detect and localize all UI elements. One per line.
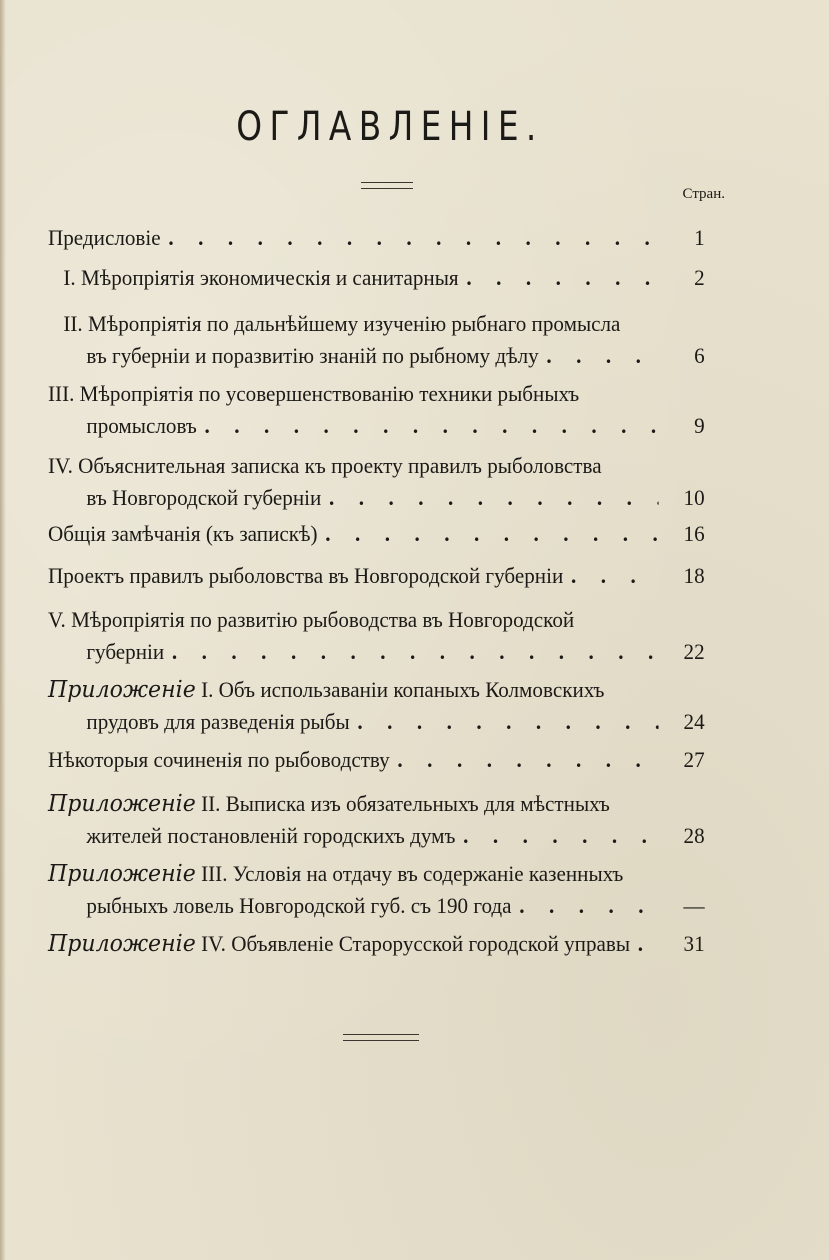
appendix-label: Приложеніе xyxy=(48,791,196,817)
title-rule xyxy=(361,182,413,189)
toc-entry-text-cont: рыбныхъ ловель Новгородской губ. съ 190 года xyxy=(86,893,512,918)
page-title: ОГЛАВЛЕНІЕ. xyxy=(236,104,544,150)
dot-leader xyxy=(638,928,659,960)
toc-entry-text: II. Мѣропріятія по дальнѣйшему изученію рыбнаго промысла xyxy=(63,311,621,336)
toc-page-number: 31 xyxy=(683,931,705,956)
toc-page-number: 28 xyxy=(683,823,705,848)
toc-entry-section-1[interactable] xyxy=(48,262,705,294)
toc-entry-section-4[interactable] xyxy=(48,450,705,514)
dot-leader xyxy=(571,560,659,592)
toc-page-number: 16 xyxy=(683,521,705,546)
toc-page-number: 1 xyxy=(694,225,705,250)
closing-rule xyxy=(343,1034,419,1041)
dot-leader xyxy=(357,706,658,738)
toc-entry-general-remarks[interactable] xyxy=(48,518,705,550)
appendix-label: Приложеніе xyxy=(48,677,196,703)
toc-entry-text: Общія замѣчанія (къ запискѣ) xyxy=(48,521,318,546)
dot-leader xyxy=(466,262,658,294)
page-column-header: Стран. xyxy=(682,186,725,202)
toc-entry-appendix-4[interactable] xyxy=(48,928,705,960)
toc-entry-text-cont: губерніи xyxy=(86,639,165,664)
toc-entry-text-cont: въ губерніи и поразвитію знаній по рыбному дѣлу xyxy=(86,343,539,368)
toc-page-number: — xyxy=(683,893,705,918)
toc-entry-text: IV. Объявленіе Старорусской городской управы xyxy=(195,931,631,956)
dot-leader xyxy=(463,820,658,852)
toc-entry-appendix-2[interactable] xyxy=(48,788,705,852)
dot-leader xyxy=(519,890,658,922)
dot-leader xyxy=(329,482,659,514)
toc-entry-text: III. Условія на отдачу въ содержаніе казенныхъ xyxy=(195,861,624,886)
toc-page-number: 6 xyxy=(694,343,705,368)
toc-entry-text: Нѣкоторыя сочиненія по рыбоводству xyxy=(48,747,390,772)
toc-page-number: 22 xyxy=(683,639,705,664)
page-edge-shadow xyxy=(0,0,6,1260)
toc-entry-text: IV. Объяснительная записка къ проекту правилъ рыболовства xyxy=(48,453,602,478)
toc-entry-text: I. Мѣропріятія экономическія и санитарныя xyxy=(63,265,459,290)
toc-entry-draft-rules[interactable] xyxy=(48,560,705,592)
dot-leader xyxy=(325,518,658,550)
toc-entry-text-cont: въ Новгородской губерніи xyxy=(86,485,322,510)
toc-entry-text: Предисловіе xyxy=(48,225,161,250)
toc-page-number: 27 xyxy=(683,747,705,772)
toc-entry-appendix-3[interactable] xyxy=(48,858,705,922)
toc-page-number: 10 xyxy=(683,485,705,510)
toc-page-number: 9 xyxy=(694,413,705,438)
toc-page-number: 24 xyxy=(683,709,705,734)
toc-entry-text: I. Объ использаваніи копаныхъ Колмовскихъ xyxy=(195,677,605,702)
toc-entry-text-cont: прудовъ для разведенія рыбы xyxy=(86,709,350,734)
toc-entry-text-cont: промысловъ xyxy=(86,413,197,438)
dot-leader xyxy=(546,340,658,372)
dot-leader xyxy=(172,636,659,668)
toc-entry-preface[interactable] xyxy=(48,222,705,254)
toc-entry-text: V. Мѣропріятія по развитію рыбоводства въ Новгородской xyxy=(48,607,575,632)
toc-entry-works-on-fish-farming[interactable] xyxy=(48,744,705,776)
dot-leader xyxy=(168,222,658,254)
toc-page-number: 2 xyxy=(694,265,705,290)
toc-entry-appendix-1[interactable] xyxy=(48,674,705,738)
toc-entry-text: II. Выписка изъ обязательныхъ для мѣстныхъ xyxy=(195,791,610,816)
toc-entry-section-3[interactable] xyxy=(48,378,705,442)
toc-entry-section-2[interactable] xyxy=(48,308,705,372)
dot-leader xyxy=(205,410,659,442)
dot-leader xyxy=(397,744,658,776)
toc-entry-text: Проектъ правилъ рыболовства въ Новгородской губерніи xyxy=(48,563,564,588)
appendix-label: Приложеніе xyxy=(48,861,196,887)
toc-page-number: 18 xyxy=(683,563,705,588)
toc-entry-section-5[interactable] xyxy=(48,604,705,668)
appendix-label: Приложеніе xyxy=(48,931,196,957)
toc-entry-text-cont: жителей постановленій городскихъ думъ xyxy=(86,823,456,848)
toc-entry-text: III. Мѣропріятія по усовершенствованію техники рыбныхъ xyxy=(48,381,580,406)
